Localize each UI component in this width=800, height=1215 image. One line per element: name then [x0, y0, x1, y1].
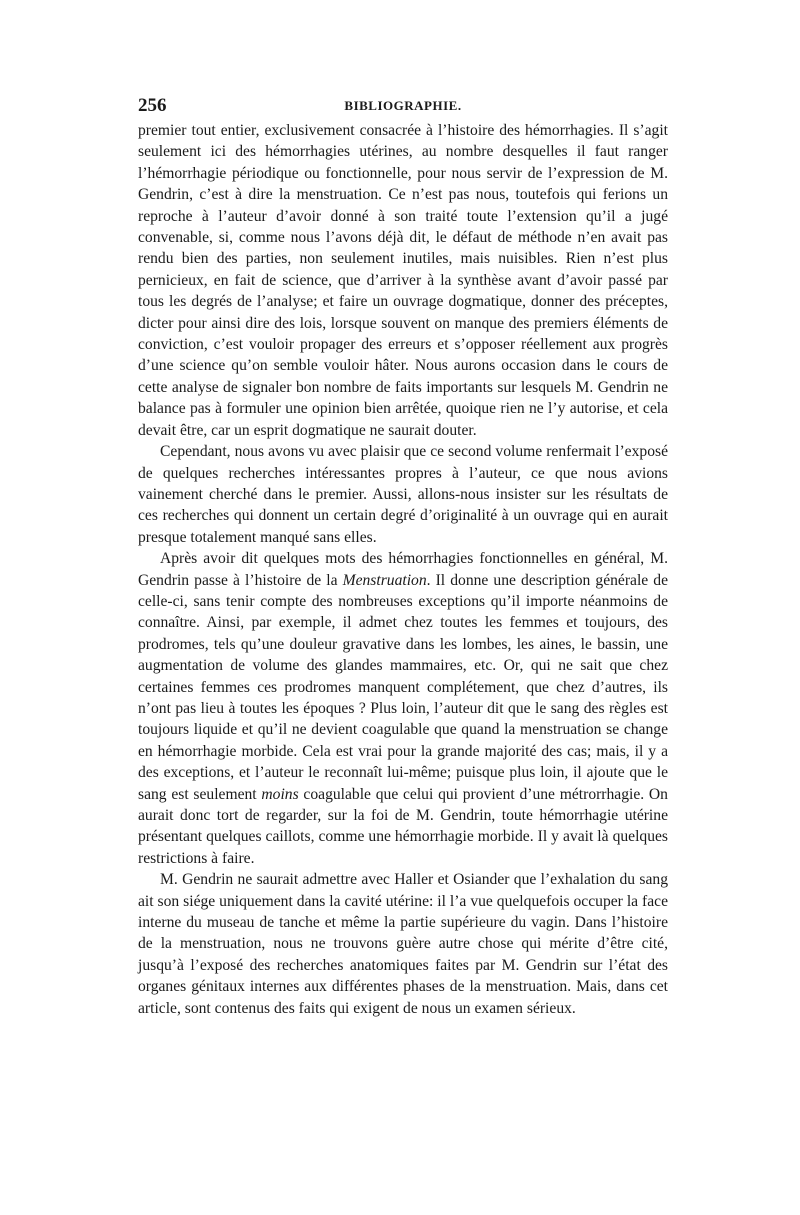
paragraph-2: Cependant, nous avons vu avec plaisir que ce second volume renfermait l’exposé de quelques recherches intéressantes propres à l’auteur, ce que nous avions vainement cherché dans le premier. Aussi, allons-nous insister sur les résultats de ces recherches qui donnent un certain degré d’originalité à un ouvrage qui en aurait presque totalement manqué sans elles.: [138, 443, 668, 546]
running-title: BIBLIOGRAPHIE.: [344, 98, 462, 113]
paragraph-3-part-1: Après avoir dit quelques mots des hémorrhagies fonctionnelles en général, M. Gendrin passe à l’histoire de la: [138, 550, 668, 589]
page-number: 256: [138, 95, 167, 116]
italic-term-moins: moins: [261, 785, 299, 803]
paragraph-3: [138, 548, 668, 869]
paragraph-3-part-2: . Il donne une description générale de celle-ci, sans tenir compte des nombreuses exceptions qu’il importe néanmoins de connaître. Ainsi, par exemple, il admet chez toutes les femmes et toujours, des prodromes, tels qu’une douleur gravative dans les lombes, les aines, le bassin, une augmentation de volume des glandes mammaires, etc. Or, qui ne sait que chez certaines femmes ces prodromes manquent complétement, que chez d’autres, ils n’ont pas lieu à toutes les époques ? Plus loin, l’auteur dit que le sang des règles est toujours liquide et qu’il ne devient coagulable que quand la menstruation se change en hémorrhagie morbide. Cela est vrai pour la grande majorité des cas; mais, il y a des exceptions, et l’auteur le reconnaît lui-même; puisque plus loin, il ajoute que le sang est seulement: [138, 571, 668, 803]
book-page: [138, 92, 668, 1112]
body-text: [138, 120, 668, 1019]
paragraph-4: M. Gendrin ne saurait admettre avec Haller et Osiander que l’exhalation du sang ait son siége uniquement dans la cavité utérine: il l’a vue quelquefois occuper la face interne du museau de tanche et même la partie supérieure du vagin. Dans l’histoire de la menstruation, nous ne trouvons guère autre chose qui mérite d’être cité, jusqu’à l’exposé des recherches anatomiques faites par M. Gendrin sur l’état des organes génitaux internes aux différentes phases de la menstruation. Mais, dans cet article, sont contenus des faits qui exigent de nous un examen sérieux.: [138, 871, 668, 1017]
italic-term-menstruation: Menstruation: [342, 571, 427, 589]
running-header: [138, 92, 668, 120]
paragraph-3-part-3: coagulable que celui qui provient d’une métrorrhagie. On aurait donc tort de regarder, sur la foi de M. Gendrin, toute hémorrhagie utérine présentant quelques caillots, comme une hémorrhagie morbide. Il y avait là quelques restrictions à faire.: [138, 785, 668, 867]
paragraph-1: premier tout entier, exclusivement consacrée à l’histoire des hémorrhagies. Il s’agit seulement ici des hémorrhagies utérines, au nombre desquelles il faut ranger l’hémorrhagie périodique ou fonctionnelle, pour nous servir de l’expression de M. Gendrin, c’est à dire la menstruation. Ce n’est pas nous, toutefois qui ferions un reproche à l’auteur d’avoir donné à son traité toute l’extension qu’il a jugé convenable, si, comme nous l’avons déjà dit, le défaut de méthode n’en avait pas rendu bien des parties, non seulement inutiles, mais nuisibles. Rien n’est plus pernicieux, en fait de science, que d’arriver à la synthèse avant d’avoir passé par tous les degrés de l’analyse; et faire un ouvrage dogmatique, donner des préceptes, dicter pour ainsi dire des lois, lorsque souvent on manque des premiers éléments de conviction, c’est vouloir propager des erreurs et s’opposer réellement aux progrès d’une science qu’on semble vouloir hâter. Nous aurons occasion dans le cours de cette analyse de signaler bon nombre de faits importants sur lesquels M. Gendrin ne balance pas à formuler une opinion bien arrêtée, quoique rien ne l’y autorise, et cela devait être, car un esprit dogmatique ne saurait douter.: [138, 122, 668, 439]
